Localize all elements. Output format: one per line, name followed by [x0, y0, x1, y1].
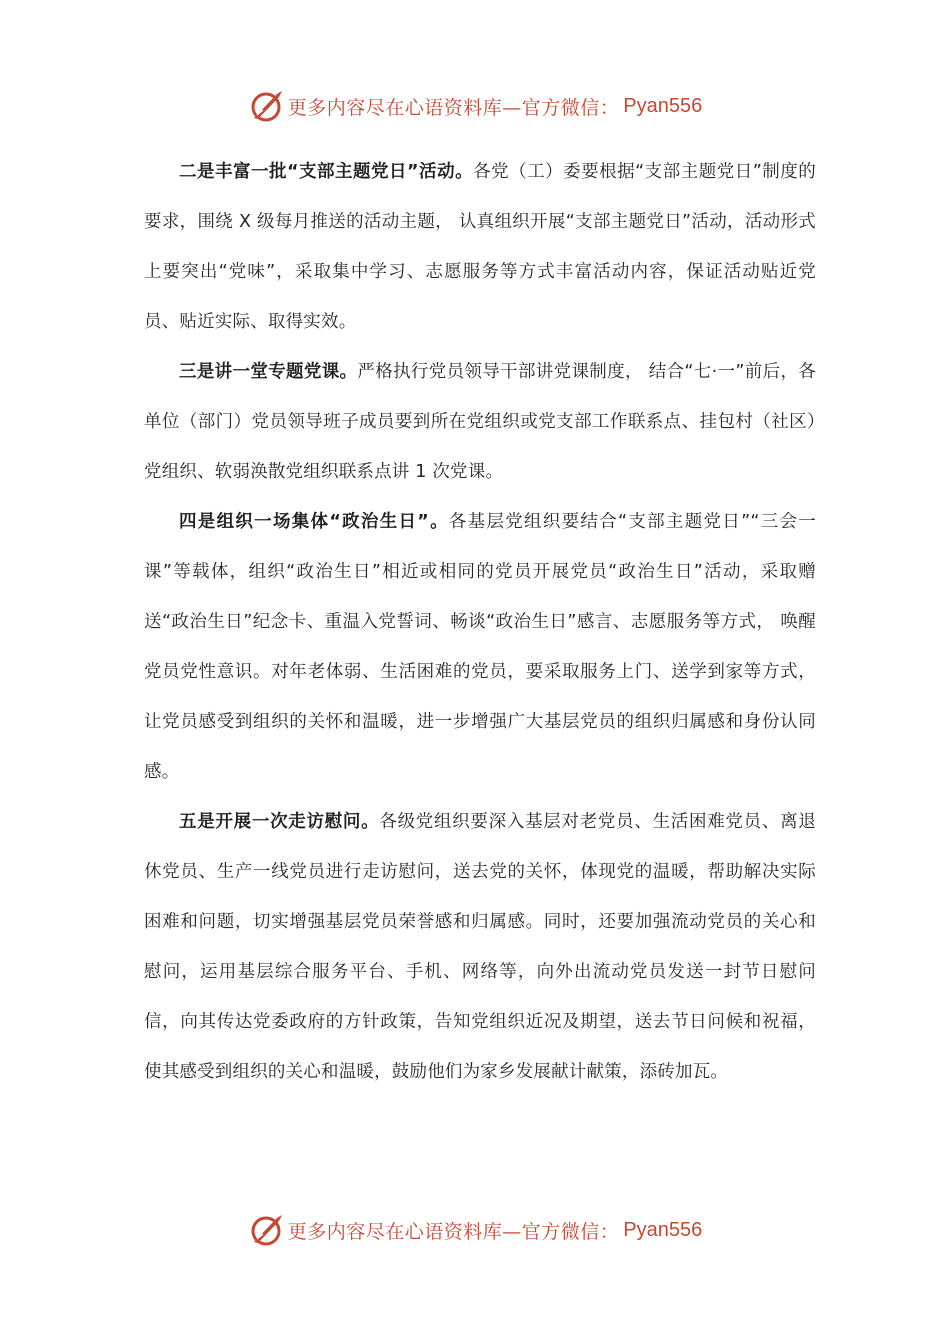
document-body — [144, 147, 816, 1097]
watermark-wechat-id: Pyan556 — [623, 1218, 703, 1241]
footer-watermark — [0, 1208, 950, 1252]
watermark-text: 更多内容尽在心语资料库—官方微信： — [287, 1220, 620, 1243]
paragraph-3 — [144, 347, 816, 497]
paragraph-text: 各级党组织要深入基层对老党员、生活困难党员、离退休党员、生产一线党员进行走访慰问，送去党的关怀，体现党的温暖，帮助解决实际困难和问题，切实增强基层党员荣誉感和归属感。同时，还要加强流动党员的关心和慰问，运用基层综合服务平台、手机、网络等，向外出流动党员发送一封节日慰问信，向其传达党委政府的方针政策，告知党组织近况及期望，送去节日问候和祝福，使其感受到组织的关心和温暖，鼓励他们为家乡发展献计献策，添砖加瓦。 — [144, 812, 816, 1082]
paragraph-text: 各基层党组织要结合“支部主题党日”“三会一课”等载体，组织“政治生日”相近或相同的党员开展党员“政治生日”活动，采取赠送“政治生日”纪念卡、重温入党誓词、畅谈“政治生日”感言、志愿服务等方式， 唤醒党员党性意识。对年老体弱、生活困难的党员，要采取服务上门、送学到家等方式，让党员感受到组织的关怀和温暖，进一步增强广大基层党员的组织归属感和身份认同感。 — [144, 512, 816, 782]
quill-logo-icon — [248, 88, 284, 124]
paragraph-5 — [144, 797, 816, 1097]
quill-logo-icon — [248, 1212, 284, 1248]
paragraph-lead: 三是讲一堂专题党课。 — [179, 362, 358, 382]
paragraph-lead: 五是开展一次走访慰问。 — [179, 812, 380, 832]
paragraph-lead: 四是组织一场集体“政治生日”。 — [179, 512, 449, 532]
paragraph-4 — [144, 497, 816, 797]
watermark-text: 更多内容尽在心语资料库—官方微信： — [287, 96, 620, 119]
paragraph-text: 各党（工）委要根据“支部主题党日”制度的要求，围绕 X 级每月推送的活动主题， 认真组织开展“支部主题党日”活动，活动形式上要突出“党味”，采取集中学习、志愿服务等方式丰富活动内容，保证活动贴近党员、贴近实际、取得实效。 — [144, 162, 816, 332]
paragraph-text: 严格执行党员领导干部讲党课制度， 结合“七·一”前后，各单位（部门）党员领导班子成员要到所在党组织或党支部工作联系点、挂包村（社区）党组织、软弱涣散党组织联系点讲 1 次党课。 — [144, 362, 816, 482]
header-watermark — [0, 84, 950, 128]
paragraph-2 — [144, 147, 816, 347]
watermark-wechat-id: Pyan556 — [623, 94, 703, 117]
paragraph-lead: 二是丰富一批“支部主题党日”活动。 — [179, 162, 474, 182]
